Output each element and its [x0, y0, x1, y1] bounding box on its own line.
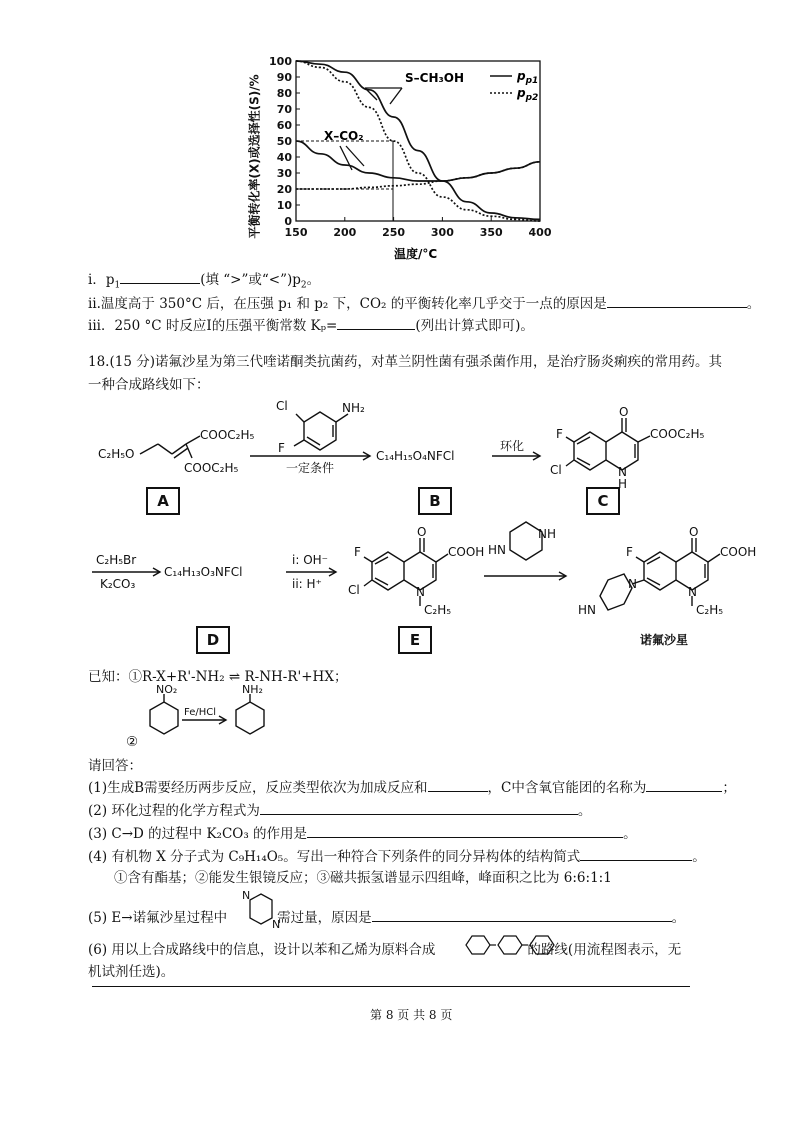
y-tick-label: 20 — [276, 183, 292, 196]
pip-hn: HN — [488, 543, 506, 557]
q18-p1: (1)生成B需要经历两步反应，反应类型依次为加成反应和 ，C中含氧官能团的名称为 ； — [88, 776, 736, 796]
p-n: N — [688, 585, 697, 599]
compound-c — [566, 418, 650, 470]
q17-ii: ⅱ.温度高于 350°C 后，在压强 p₁ 和 p₂ 下，CO₂ 的平衡转化率几乎交于一点的原因是 。 — [88, 292, 760, 312]
compound-a — [140, 436, 200, 458]
label-c: C — [586, 487, 620, 515]
q18-p4-cond: ①含有酯基；②能发生银镜反应；③磁共振氢谱显示四组峰，峰面积之比为 6:6:1:1 — [114, 870, 612, 886]
q18-p6-cont: 机试剂任选)。 — [88, 964, 175, 980]
y-tick-label: 50 — [276, 135, 292, 148]
x-tick-label: 200 — [333, 226, 357, 239]
series-line — [296, 141, 540, 181]
known2-cond: Fe/HCl — [184, 707, 217, 718]
target-molecule — [462, 930, 558, 960]
x-tick-label: 150 — [284, 226, 308, 239]
cond3-bot: K₂CO₃ — [100, 577, 136, 591]
x-tick-label: 250 — [382, 226, 406, 239]
pip-nh: NH — [538, 527, 556, 541]
known-1: 已知：①R-X+R'-NH₂ ⇌ R-NH-R'+HX； — [88, 669, 348, 685]
series-line — [296, 162, 540, 189]
compound-norfloxacin — [600, 538, 720, 610]
p5-n2: N — [272, 918, 281, 930]
e-f: F — [354, 545, 361, 559]
label-a: A — [146, 487, 180, 515]
reagent-aniline — [294, 412, 348, 450]
p-f: F — [626, 545, 633, 559]
a-left: C₂H₅O — [98, 447, 135, 461]
e-et: C₂H₅ — [424, 603, 452, 617]
d-formula: C₁₄H₁₃O₃NFCl — [164, 565, 243, 579]
cond3-top: C₂H₅Br — [96, 553, 137, 567]
reagent-nh2: NH₂ — [342, 401, 365, 415]
c-o: O — [619, 405, 629, 419]
c-cl: Cl — [550, 463, 562, 477]
q17-iii: iii．250 °C 时反应Ⅰ的压强平衡常数 Kₚ= (列出计算式即可)。 — [88, 314, 534, 334]
piperazine-inline — [238, 888, 284, 930]
y-tick-label: 10 — [276, 199, 292, 212]
x-tick-label: 300 — [430, 226, 454, 239]
known-2-num: ② — [126, 734, 139, 750]
known2-no2: NO₂ — [156, 684, 178, 696]
q17-i: i．$p_1$ (填 “>”或“$<”)p_2$。 — [88, 268, 320, 291]
annotation-x-co2: X–CO₂ — [324, 129, 364, 143]
reagent-f: F — [278, 441, 285, 455]
x-axis-label: 温度/°C — [394, 247, 438, 261]
y-tick-label: 60 — [276, 119, 292, 132]
equilibrium-chart — [240, 48, 560, 263]
legend-p1: $p_{p1}$ — [517, 69, 539, 86]
p-hn: HN — [578, 603, 596, 617]
answer-line — [92, 986, 690, 987]
label-e: E — [398, 626, 432, 654]
q18-p5: (5) E→诺氟沙星过程中 需过量，原因是 。 — [88, 906, 685, 926]
reagent-cl: Cl — [276, 399, 288, 413]
cond4-bot: ii: H⁺ — [292, 577, 322, 591]
chart-legend — [490, 69, 538, 103]
p5-n1: N — [242, 889, 251, 902]
y-tick-label: 40 — [276, 151, 292, 164]
q18-intro-2: 一种合成路线如下： — [88, 377, 210, 393]
p-acid: COOH — [720, 545, 757, 559]
cond1: 一定条件 — [286, 461, 335, 475]
legend-p2: $p_{p2}$ — [517, 86, 539, 103]
c-n: N — [618, 465, 627, 479]
ask: 请回答： — [88, 758, 142, 774]
a-bot: COOC₂H₅ — [184, 461, 239, 475]
label-b: B — [418, 487, 452, 515]
c-f: F — [556, 427, 563, 441]
product-name: 诺氟沙星 — [640, 633, 689, 647]
x-tick-label: 400 — [528, 226, 552, 239]
y-tick-label: 70 — [276, 103, 292, 116]
q18-intro-1: 18.(15 分)诺氟沙星为第三代喹诺酮类抗菌药，对革兰阴性菌有强杀菌作用，是治疗肠炎痢疾的常用药。其 — [88, 354, 722, 370]
page-footer: 第 8 页 共 8 页 — [370, 1008, 453, 1022]
y-tick-label: 0 — [284, 215, 292, 228]
y-axis-label: 平衡转化率(X)或选择性(S)/% — [247, 74, 262, 239]
p-n2: N — [628, 577, 637, 591]
annotation-s-ch3oh: S–CH₃OH — [405, 71, 464, 85]
y-tick-label: 30 — [276, 167, 292, 180]
label-d: D — [196, 626, 230, 654]
e-n: N — [416, 585, 425, 599]
c-ester: COOC₂H₅ — [650, 427, 705, 441]
x-tick-label: 350 — [479, 226, 503, 239]
p-et: C₂H₅ — [696, 603, 724, 617]
b-formula: C₁₄H₁₅O₄NFCl — [376, 449, 455, 463]
c-h: H — [618, 477, 628, 491]
synthesis-scheme — [80, 392, 780, 662]
p-o: O — [689, 525, 699, 539]
known2-nh2: NH₂ — [242, 684, 263, 696]
q18-p4: (4) 有机物 X 分子式为 C₉H₁₄O₅。写出一种符合下列条件的同分异构体的结构简式 。 — [88, 845, 706, 865]
chart-guides — [296, 88, 402, 221]
e-acid: COOH — [448, 545, 485, 559]
y-tick-label: 90 — [276, 71, 292, 84]
y-tick-label: 80 — [276, 87, 292, 100]
cond4-top: i: OH⁻ — [292, 553, 328, 567]
cond2: 环化 — [500, 439, 525, 453]
known-2-scheme — [130, 684, 280, 750]
y-tick-label: 100 — [269, 55, 292, 68]
e-o: O — [417, 525, 427, 539]
q18-p3: (3) C→D 的过程中 K₂CO₃ 的作用是 。 — [88, 822, 637, 842]
a-top: COOC₂H₅ — [200, 428, 255, 442]
compound-e — [364, 538, 448, 606]
q18-p2: (2) 环化过程的化学方程式为 。 — [88, 799, 591, 819]
e-cl: Cl — [348, 583, 360, 597]
q18-p6: (6) 用以上合成路线中的信息，设计以苯和乙烯为原料合成 的路线(用流程图表示，无 — [88, 942, 682, 958]
